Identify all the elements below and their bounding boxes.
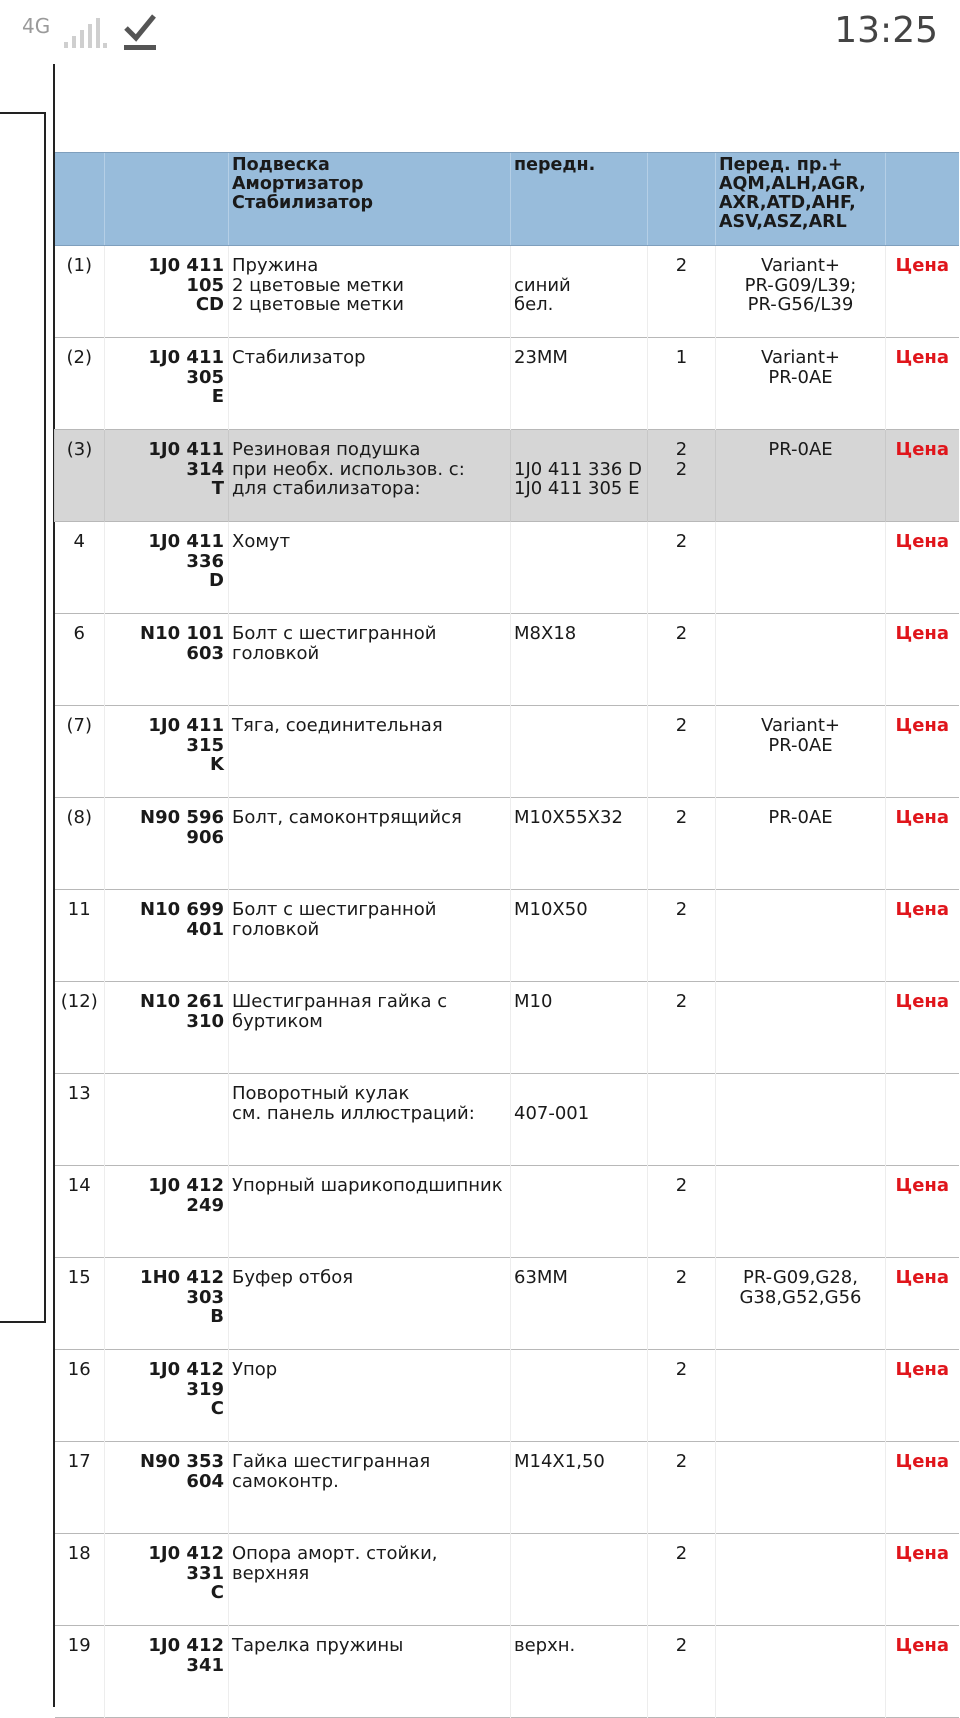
model-applicability bbox=[716, 1442, 886, 1534]
table-row[interactable] bbox=[55, 430, 959, 522]
quantity: 2 bbox=[648, 890, 716, 982]
row-number: (1) bbox=[66, 255, 92, 276]
part-number: 1J0 412 341 bbox=[105, 1626, 229, 1718]
table-header-row bbox=[55, 153, 959, 246]
quantity bbox=[648, 1074, 716, 1166]
table-row[interactable] bbox=[55, 706, 959, 798]
price-link[interactable]: Цена bbox=[886, 430, 959, 522]
price-link[interactable]: Цена bbox=[886, 1350, 959, 1442]
header-qty bbox=[648, 153, 716, 246]
part-number: 1J0 412 249 bbox=[105, 1166, 229, 1258]
part-note bbox=[511, 1350, 648, 1442]
quantity: 2 bbox=[648, 798, 716, 890]
price-link[interactable]: Цена bbox=[886, 1442, 959, 1534]
parts-table bbox=[54, 152, 959, 1718]
part-note bbox=[511, 522, 648, 614]
status-bar bbox=[0, 0, 960, 64]
row-number: 6 bbox=[73, 623, 85, 644]
model-applicability bbox=[716, 1074, 886, 1166]
model-applicability: PR-0AE bbox=[716, 798, 886, 890]
part-description: Болт с шестигранной головкой bbox=[229, 890, 511, 982]
model-applicability: PR-0AE bbox=[716, 430, 886, 522]
table-row[interactable] bbox=[55, 1442, 959, 1534]
parts-table-container[interactable] bbox=[54, 152, 958, 1718]
part-number: 1J0 411 336 D bbox=[105, 522, 229, 614]
model-applicability: Variant+ PR-0AE bbox=[716, 338, 886, 430]
model-applicability bbox=[716, 522, 886, 614]
price-link[interactable]: Цена bbox=[886, 246, 959, 338]
part-number: 1H0 412 303 B bbox=[105, 1258, 229, 1350]
row-number: (7) bbox=[66, 715, 92, 736]
part-description: Буфер отбоя bbox=[229, 1258, 511, 1350]
row-number: (8) bbox=[66, 807, 92, 828]
table-row[interactable] bbox=[55, 890, 959, 982]
row-number: 4 bbox=[73, 531, 85, 552]
part-note: 407-001 bbox=[511, 1074, 648, 1166]
part-description: Упор bbox=[229, 1350, 511, 1442]
part-description: Гайка шестигранная самоконтр. bbox=[229, 1442, 511, 1534]
table-row[interactable] bbox=[55, 246, 959, 338]
part-description: Шестигранная гайка с буртиком bbox=[229, 982, 511, 1074]
price-link bbox=[886, 1074, 959, 1166]
quantity: 2 bbox=[648, 982, 716, 1074]
price-link[interactable]: Цена bbox=[886, 338, 959, 430]
part-description: Тарелка пружины bbox=[229, 1626, 511, 1718]
price-link[interactable]: Цена bbox=[886, 1258, 959, 1350]
row-number: 11 bbox=[67, 899, 91, 920]
quantity: 2 bbox=[648, 614, 716, 706]
network-type: 4G bbox=[22, 14, 51, 38]
part-note: M10X50 bbox=[511, 890, 648, 982]
table-row[interactable] bbox=[55, 1166, 959, 1258]
table-row[interactable] bbox=[55, 614, 959, 706]
signal-bars-icon bbox=[62, 16, 108, 50]
price-link[interactable]: Цена bbox=[886, 1534, 959, 1626]
table-row[interactable] bbox=[55, 1534, 959, 1626]
row-number: 19 bbox=[67, 1635, 91, 1656]
part-number: 1J0 411 314 T bbox=[105, 430, 229, 522]
row-number: 15 bbox=[67, 1267, 91, 1288]
header-note: передн. bbox=[511, 153, 648, 246]
model-applicability bbox=[716, 890, 886, 982]
header-num bbox=[55, 153, 105, 246]
quantity: 1 bbox=[648, 338, 716, 430]
price-link[interactable]: Цена bbox=[886, 1626, 959, 1718]
part-note: M10X55X32 bbox=[511, 798, 648, 890]
row-number: 13 bbox=[67, 1083, 91, 1104]
model-applicability bbox=[716, 1626, 886, 1718]
model-applicability bbox=[716, 1350, 886, 1442]
part-note: M14X1,50 bbox=[511, 1442, 648, 1534]
row-number: 14 bbox=[67, 1175, 91, 1196]
price-link[interactable]: Цена bbox=[886, 982, 959, 1074]
clock: 13:25 bbox=[834, 10, 938, 51]
part-note: 63MM bbox=[511, 1258, 648, 1350]
part-note: M8X18 bbox=[511, 614, 648, 706]
part-number: 1J0 412 331 C bbox=[105, 1534, 229, 1626]
part-description: Поворотный кулак см. панель иллюстраций: bbox=[229, 1074, 511, 1166]
download-done-icon bbox=[122, 12, 158, 52]
row-number: 17 bbox=[67, 1451, 91, 1472]
model-applicability: Variant+ PR-G09/L39; PR-G56/L39 bbox=[716, 246, 886, 338]
row-number: 16 bbox=[67, 1359, 91, 1380]
part-note bbox=[511, 706, 648, 798]
row-number: (2) bbox=[66, 347, 92, 368]
price-link[interactable]: Цена bbox=[886, 798, 959, 890]
quantity: 2 bbox=[648, 1442, 716, 1534]
table-row[interactable] bbox=[55, 798, 959, 890]
quantity: 2 bbox=[648, 1166, 716, 1258]
part-description: Болт, самоконтрящийся bbox=[229, 798, 511, 890]
part-number: N90 353 604 bbox=[105, 1442, 229, 1534]
part-number: 1J0 412 319 C bbox=[105, 1350, 229, 1442]
table-row[interactable] bbox=[55, 1350, 959, 1442]
table-row[interactable] bbox=[55, 1258, 959, 1350]
part-description: Упорный шарикоподшипник bbox=[229, 1166, 511, 1258]
part-note: 1J0 411 336 D 1J0 411 305 E bbox=[511, 430, 648, 522]
price-link[interactable]: Цена bbox=[886, 522, 959, 614]
quantity: 2 bbox=[648, 706, 716, 798]
table-row[interactable] bbox=[55, 1074, 959, 1166]
table-row[interactable] bbox=[55, 338, 959, 430]
part-description: Резиновая подушка при необх. использов. с: для стабилизатора: bbox=[229, 430, 511, 522]
part-number: 1J0 411 315 K bbox=[105, 706, 229, 798]
quantity: 2 bbox=[648, 1534, 716, 1626]
part-description: Опора аморт. стойки, верхняя bbox=[229, 1534, 511, 1626]
table-row[interactable] bbox=[55, 522, 959, 614]
part-note: синий бел. bbox=[511, 246, 648, 338]
part-note: 23MM bbox=[511, 338, 648, 430]
part-number: 1J0 411 305 E bbox=[105, 338, 229, 430]
row-number: 18 bbox=[67, 1543, 91, 1564]
part-number: N10 261 310 bbox=[105, 982, 229, 1074]
table-row[interactable] bbox=[55, 1626, 959, 1718]
price-link[interactable]: Цена bbox=[886, 614, 959, 706]
quantity: 2 bbox=[648, 1258, 716, 1350]
part-number: N90 596 906 bbox=[105, 798, 229, 890]
price-link[interactable]: Цена bbox=[886, 890, 959, 982]
part-number: 1J0 411 105 CD bbox=[105, 246, 229, 338]
part-description: Хомут bbox=[229, 522, 511, 614]
page-edge-bracket bbox=[0, 112, 46, 1323]
price-link[interactable]: Цена bbox=[886, 706, 959, 798]
table-row[interactable] bbox=[55, 982, 959, 1074]
quantity: 2 bbox=[648, 246, 716, 338]
part-description: Болт с шестигранной головкой bbox=[229, 614, 511, 706]
part-note: верхн. bbox=[511, 1626, 648, 1718]
header-part bbox=[105, 153, 229, 246]
model-applicability: PR-G09,G28, G38,G52,G56 bbox=[716, 1258, 886, 1350]
price-link[interactable]: Цена bbox=[886, 1166, 959, 1258]
model-applicability: Variant+ PR-0AE bbox=[716, 706, 886, 798]
model-applicability bbox=[716, 982, 886, 1074]
part-note bbox=[511, 1534, 648, 1626]
part-number: N10 699 401 bbox=[105, 890, 229, 982]
part-description: Пружина 2 цветовые метки 2 цветовые метки bbox=[229, 246, 511, 338]
row-number: (3) bbox=[55, 430, 105, 522]
part-description: Тяга, соединительная bbox=[229, 706, 511, 798]
part-description: Стабилизатор bbox=[229, 338, 511, 430]
model-applicability bbox=[716, 1534, 886, 1626]
header-description: Подвеска Амортизатор Стабилизатор bbox=[229, 153, 511, 246]
row-number: (12) bbox=[60, 991, 98, 1012]
part-number bbox=[105, 1074, 229, 1166]
header-model: Перед. пр.+ AQM,ALH,AGR, AXR,ATD,AHF, ASV,ASZ,ARL bbox=[716, 153, 886, 246]
quantity: 2 bbox=[648, 1350, 716, 1442]
quantity: 2 bbox=[648, 1626, 716, 1718]
quantity: 2 2 bbox=[648, 430, 716, 522]
model-applicability bbox=[716, 1166, 886, 1258]
quantity: 2 bbox=[648, 522, 716, 614]
part-note: M10 bbox=[511, 982, 648, 1074]
part-number: N10 101 603 bbox=[105, 614, 229, 706]
part-note bbox=[511, 1166, 648, 1258]
model-applicability bbox=[716, 614, 886, 706]
header-price bbox=[886, 153, 959, 246]
